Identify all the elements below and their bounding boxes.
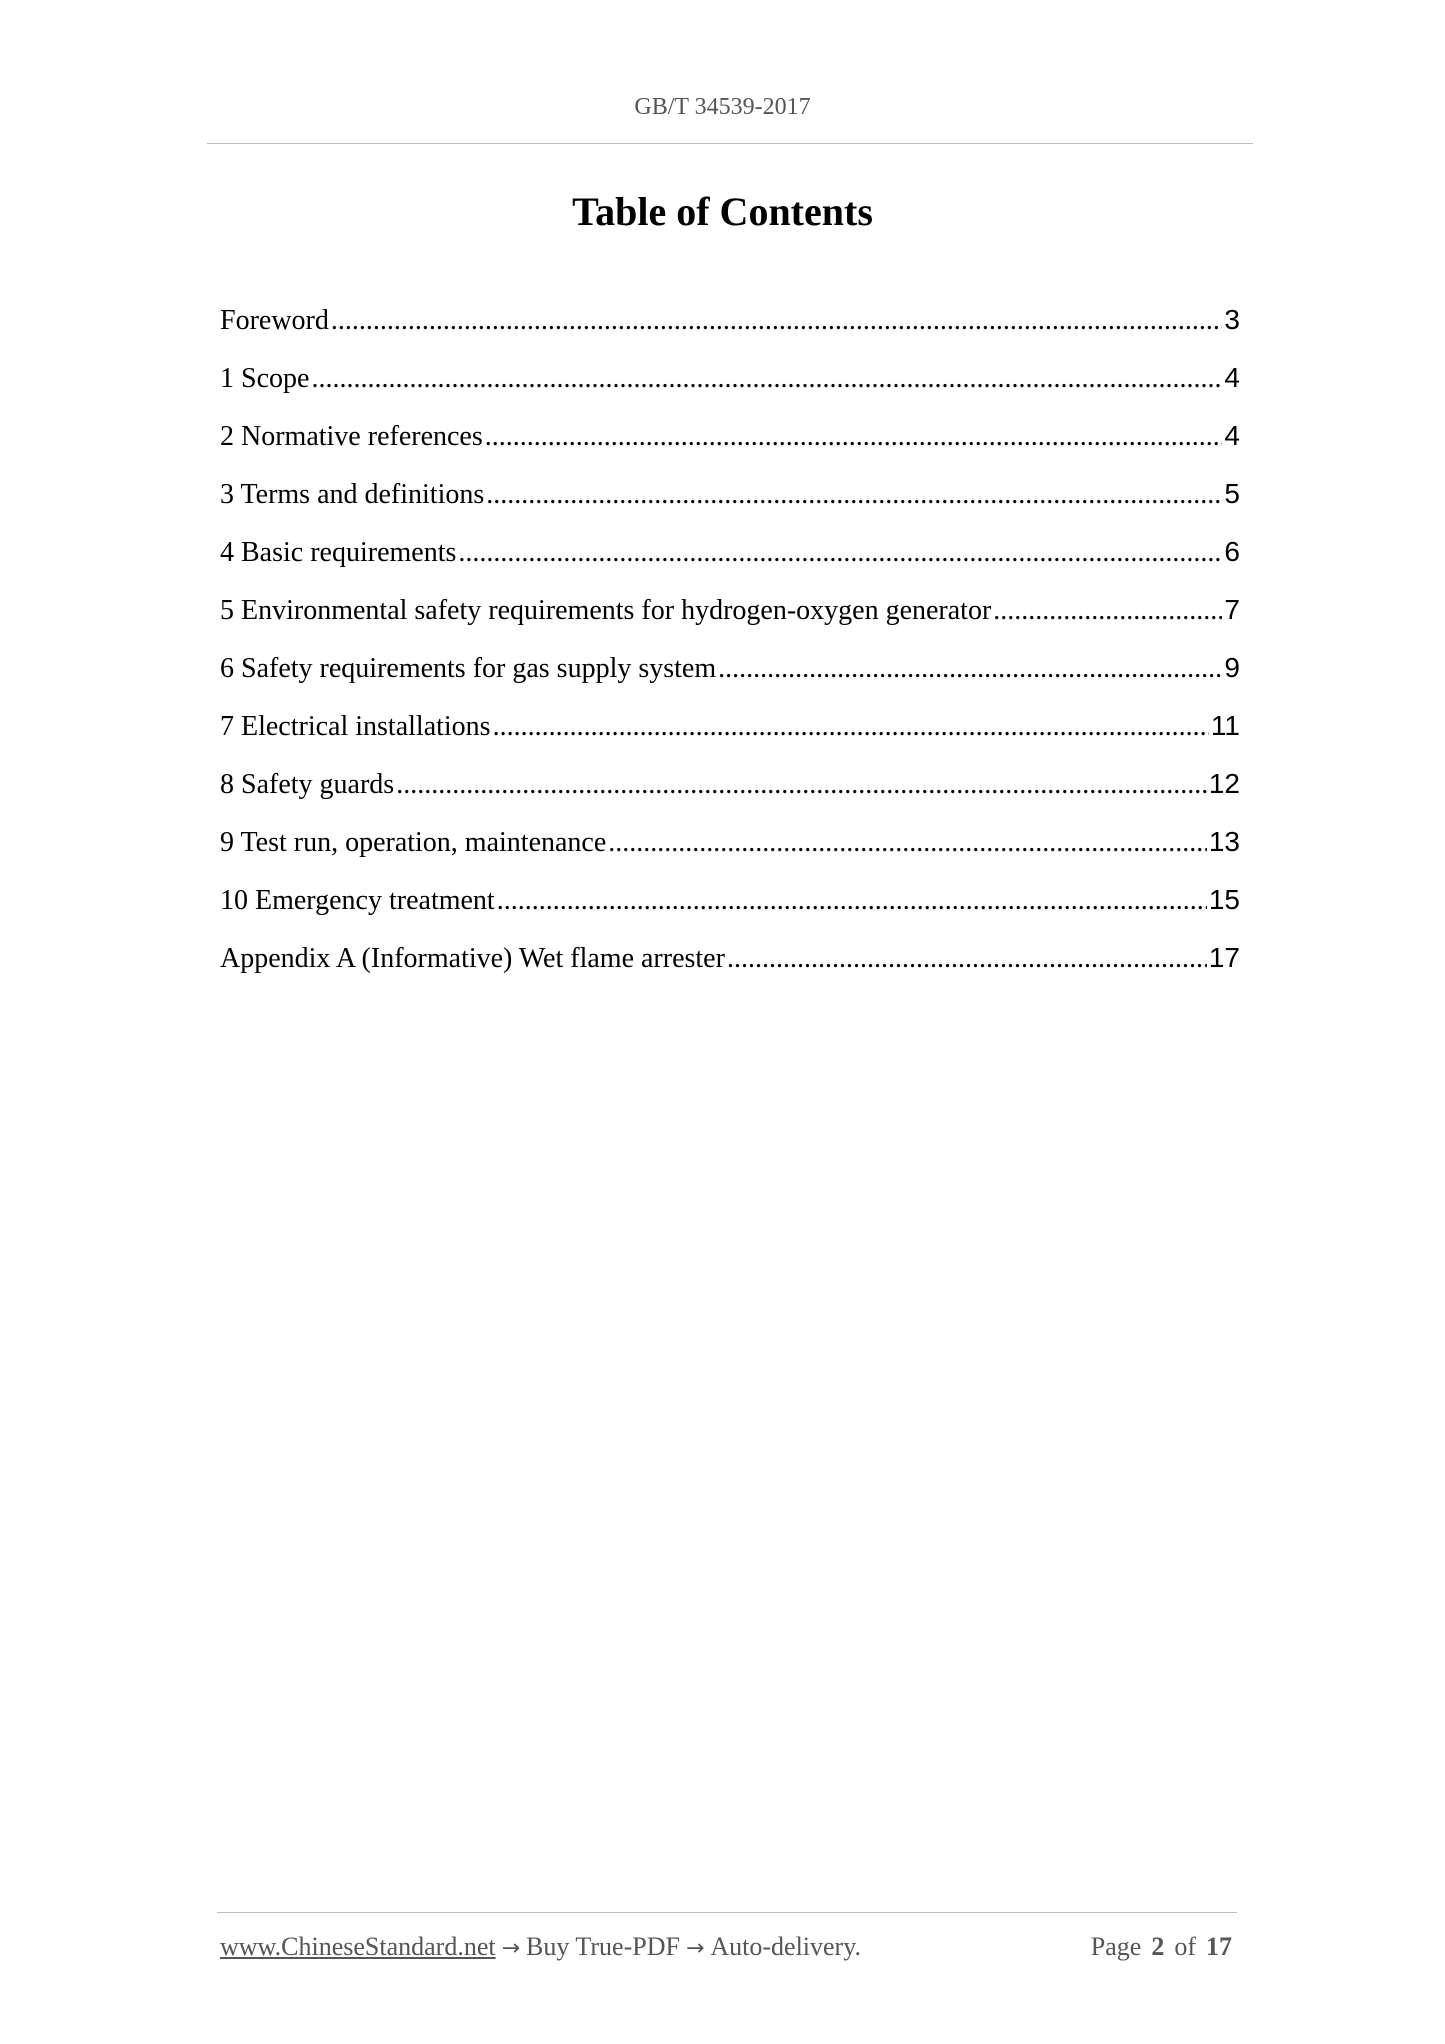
site-link[interactable]: www.ChineseStandard.net	[220, 1932, 496, 1961]
toc-list	[220, 298, 1240, 994]
toc-leader-dots	[311, 357, 1222, 401]
toc-entry-label: 10 Emergency treatment	[220, 885, 495, 916]
page-total: 17	[1206, 1932, 1232, 1961]
toc-entry-page: 3	[1224, 304, 1240, 335]
toc-title: Table of Contents	[572, 189, 873, 234]
arrow-right-icon: →	[685, 1936, 705, 1961]
footer-divider	[217, 1912, 1237, 1913]
page-footer	[220, 1932, 1232, 1962]
footer-step-delivery: Auto-delivery.	[710, 1932, 862, 1961]
toc-entry-label: 8 Safety guards	[220, 769, 395, 800]
toc-leader-dots	[718, 647, 1222, 691]
toc-entry-page: 9	[1224, 652, 1240, 683]
footer-promo	[220, 1932, 861, 1962]
toc-entry-page: 12	[1208, 768, 1240, 799]
toc-entry-label: 2 Normative references	[220, 421, 483, 452]
toc-entry-page: 11	[1210, 710, 1240, 741]
toc-entry-label: 5 Environmental safety requirements for hydrogen-oxygen generator	[220, 595, 992, 626]
toc-entry[interactable]	[220, 704, 1240, 762]
toc-entry[interactable]	[220, 472, 1240, 530]
header-divider	[207, 143, 1253, 144]
toc-entry[interactable]	[220, 646, 1240, 704]
toc-leader-dots	[485, 415, 1223, 459]
toc-leader-dots	[493, 705, 1209, 749]
toc-entry-page: 13	[1208, 826, 1240, 857]
toc-entry-label: 1 Scope	[220, 363, 310, 394]
toc-entry-page: 7	[1224, 594, 1240, 625]
toc-entry[interactable]	[220, 878, 1240, 936]
toc-leader-dots	[331, 299, 1223, 343]
toc-entry-label: 9 Test run, operation, maintenance	[220, 827, 607, 858]
page-word: Page	[1090, 1932, 1142, 1961]
page-current: 2	[1151, 1932, 1165, 1961]
toc-entry-page: 4	[1224, 420, 1240, 451]
page-number	[1091, 1932, 1232, 1962]
toc-leader-dots	[486, 473, 1222, 517]
toc-leader-dots	[608, 821, 1207, 865]
toc-entry[interactable]	[220, 414, 1240, 472]
footer-step-buy: Buy True-PDF	[526, 1932, 680, 1961]
page-of-word: of	[1174, 1932, 1196, 1961]
toc-entry[interactable]	[220, 298, 1240, 356]
arrow-right-icon: →	[501, 1936, 521, 1961]
toc-entry-label: 6 Safety requirements for gas supply system	[220, 653, 717, 684]
toc-entry[interactable]	[220, 530, 1240, 588]
page-header-doc-id: GB/T 34539-2017	[634, 94, 811, 120]
toc-entry[interactable]	[220, 356, 1240, 414]
toc-entry-page: 15	[1208, 884, 1240, 915]
toc-leader-dots	[497, 879, 1207, 923]
toc-leader-dots	[458, 531, 1222, 575]
toc-entry[interactable]	[220, 588, 1240, 646]
toc-entry[interactable]	[220, 936, 1240, 994]
toc-entry-page: 6	[1224, 536, 1240, 567]
toc-entry-label: Appendix A (Informative) Wet flame arrester	[220, 943, 725, 974]
toc-leader-dots	[727, 937, 1207, 981]
toc-entry-label: Foreword	[220, 305, 329, 336]
toc-leader-dots	[396, 763, 1207, 807]
toc-entry-label: 7 Electrical installations	[220, 711, 491, 742]
toc-entry-page: 17	[1208, 942, 1240, 973]
toc-entry-page: 5	[1224, 478, 1240, 509]
toc-entry-page: 4	[1224, 362, 1240, 393]
toc-entry-label: 3 Terms and definitions	[220, 479, 485, 510]
toc-entry[interactable]	[220, 762, 1240, 820]
toc-entry[interactable]	[220, 820, 1240, 878]
toc-leader-dots	[993, 589, 1222, 633]
toc-entry-label: 4 Basic requirements	[220, 537, 457, 568]
